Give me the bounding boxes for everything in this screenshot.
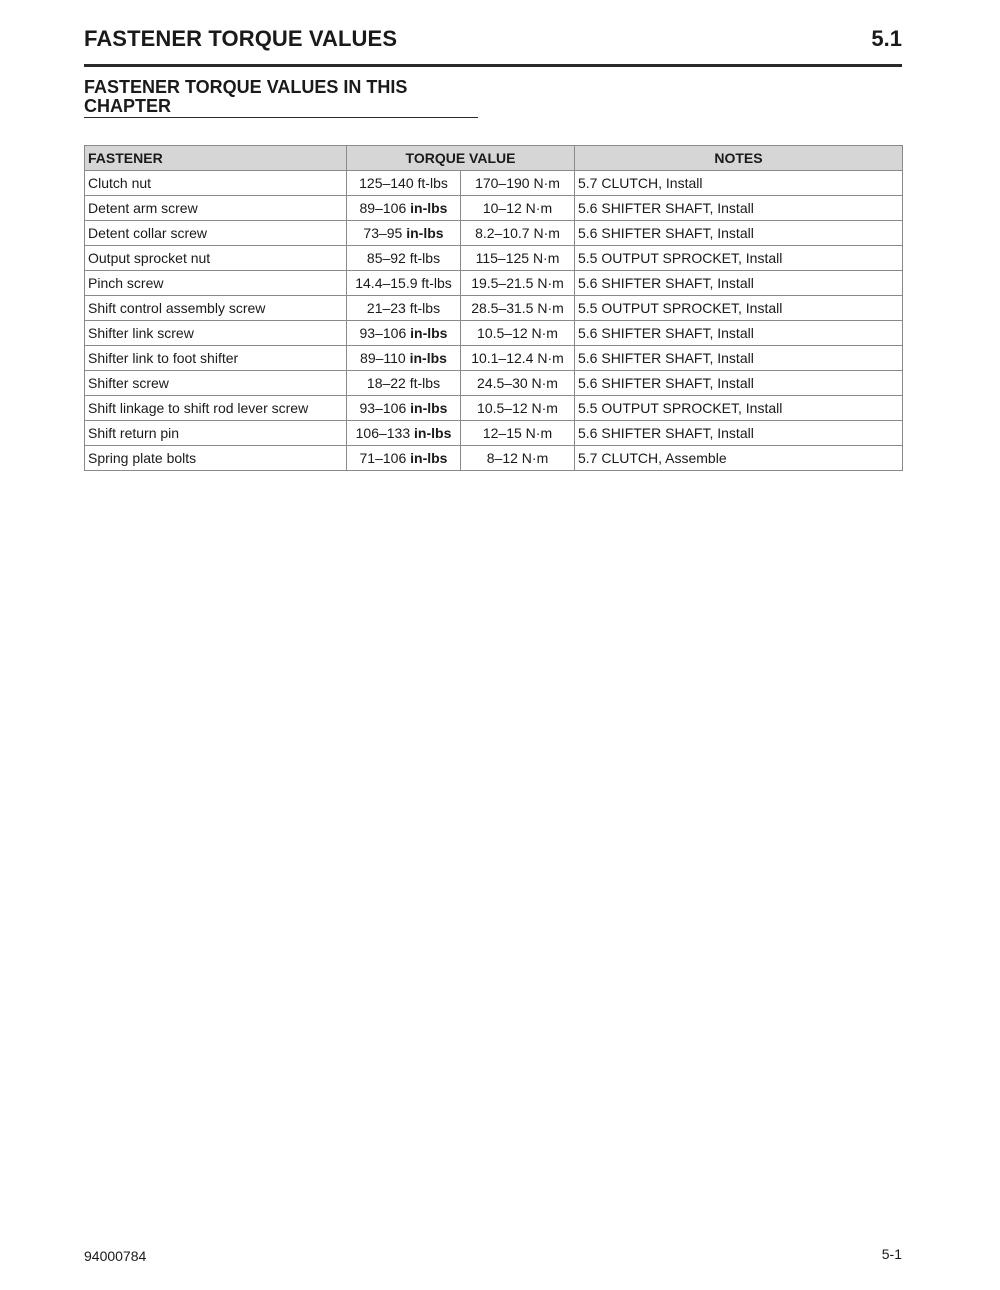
table-row xyxy=(85,446,903,471)
notes-cell: 5.5 OUTPUT SPROCKET, Install xyxy=(575,396,903,421)
notes-cell: 5.7 CLUTCH, Install xyxy=(575,171,903,196)
notes-cell: 5.6 SHIFTER SHAFT, Install xyxy=(575,271,903,296)
header-rule xyxy=(84,64,902,67)
torque-imperial-unit: ft-lbs xyxy=(421,275,452,291)
column-header-notes: NOTES xyxy=(575,146,903,171)
torque-imperial-unit: in-lbs xyxy=(410,200,448,216)
torque-imperial-unit: in-lbs xyxy=(414,425,452,441)
section-number: 5.1 xyxy=(871,26,902,51)
torque-imperial-cell xyxy=(347,171,461,196)
section-heading xyxy=(84,78,478,118)
torque-imperial-cell xyxy=(347,296,461,321)
fastener-cell: Shift return pin xyxy=(85,421,347,446)
notes-cell: 5.6 SHIFTER SHAFT, Install xyxy=(575,421,903,446)
torque-imperial-value: 125–140 xyxy=(359,175,414,191)
page-title: FASTENER TORQUE VALUES xyxy=(84,26,398,51)
torque-metric-cell: 10.1–12.4 N·m xyxy=(461,346,575,371)
table-row xyxy=(85,346,903,371)
notes-cell: 5.6 SHIFTER SHAFT, Install xyxy=(575,346,903,371)
torque-metric-cell: 8–12 N·m xyxy=(461,446,575,471)
torque-metric-cell: 28.5–31.5 N·m xyxy=(461,296,575,321)
torque-metric-cell: 24.5–30 N·m xyxy=(461,371,575,396)
table-row xyxy=(85,321,903,346)
footer-doc-number: 94000784 xyxy=(84,1248,147,1264)
torque-imperial-value: 71–106 xyxy=(359,450,407,466)
section-heading-line1: FASTENER TORQUE VALUES IN THIS xyxy=(84,77,408,97)
notes-cell: 5.5 OUTPUT SPROCKET, Install xyxy=(575,296,903,321)
torque-metric-cell: 10.5–12 N·m xyxy=(461,396,575,421)
torque-imperial-unit: in-lbs xyxy=(410,325,448,341)
table-row xyxy=(85,171,903,196)
torque-imperial-value: 106–133 xyxy=(355,425,411,441)
notes-cell: 5.6 SHIFTER SHAFT, Install xyxy=(575,221,903,246)
torque-metric-cell: 19.5–21.5 N·m xyxy=(461,271,575,296)
torque-metric-cell: 12–15 N·m xyxy=(461,421,575,446)
fastener-cell: Detent arm screw xyxy=(85,196,347,221)
torque-imperial-value: 85–92 xyxy=(366,250,406,266)
torque-metric-cell: 10.5–12 N·m xyxy=(461,321,575,346)
notes-cell: 5.5 OUTPUT SPROCKET, Install xyxy=(575,246,903,271)
table-row xyxy=(85,421,903,446)
table-row xyxy=(85,196,903,221)
fastener-cell: Output sprocket nut xyxy=(85,246,347,271)
notes-cell: 5.6 SHIFTER SHAFT, Install xyxy=(575,196,903,221)
torque-imperial-cell xyxy=(347,421,461,446)
torque-imperial-cell xyxy=(347,321,461,346)
torque-imperial-unit: in-lbs xyxy=(409,350,447,366)
column-header-fastener: FASTENER xyxy=(85,146,347,171)
fastener-cell: Detent collar screw xyxy=(85,221,347,246)
torque-imperial-cell xyxy=(347,346,461,371)
torque-imperial-unit: in-lbs xyxy=(410,400,448,416)
torque-imperial-cell xyxy=(347,271,461,296)
torque-imperial-unit: in-lbs xyxy=(410,450,448,466)
fastener-cell: Shifter link to foot shifter xyxy=(85,346,347,371)
torque-imperial-value: 21–23 xyxy=(366,300,406,316)
table-row xyxy=(85,221,903,246)
torque-metric-cell: 8.2–10.7 N·m xyxy=(461,221,575,246)
torque-imperial-cell xyxy=(347,246,461,271)
fastener-cell: Pinch screw xyxy=(85,271,347,296)
torque-imperial-value: 93–106 xyxy=(359,325,407,341)
torque-imperial-unit: ft-lbs xyxy=(409,375,441,391)
torque-imperial-value: 73–95 xyxy=(363,225,403,241)
torque-table xyxy=(84,145,903,471)
table-body xyxy=(85,171,903,471)
torque-metric-cell: 10–12 N·m xyxy=(461,196,575,221)
torque-imperial-value: 89–110 xyxy=(360,350,406,366)
footer-page-number: 5-1 xyxy=(881,1246,902,1262)
torque-imperial-cell xyxy=(347,396,461,421)
fastener-cell: Shifter screw xyxy=(85,371,347,396)
torque-imperial-cell xyxy=(347,221,461,246)
table-row xyxy=(85,296,903,321)
torque-imperial-unit: in-lbs xyxy=(406,225,444,241)
torque-imperial-cell xyxy=(347,446,461,471)
torque-imperial-cell xyxy=(347,371,461,396)
table-row xyxy=(85,246,903,271)
torque-imperial-value: 18–22 xyxy=(366,375,406,391)
torque-metric-cell: 115–125 N·m xyxy=(461,246,575,271)
torque-imperial-unit: ft-lbs xyxy=(417,175,448,191)
torque-metric-cell: 170–190 N·m xyxy=(461,171,575,196)
fastener-cell: Clutch nut xyxy=(85,171,347,196)
column-header-torque-value: TORQUE VALUE xyxy=(347,146,575,171)
fastener-cell: Shift control assembly screw xyxy=(85,296,347,321)
torque-imperial-cell xyxy=(347,196,461,221)
section-heading-line2: CHAPTER xyxy=(84,96,172,116)
table-header-row xyxy=(85,146,903,171)
fastener-cell: Shift linkage to shift rod lever screw xyxy=(85,396,347,421)
torque-imperial-value: 93–106 xyxy=(359,400,407,416)
notes-cell: 5.7 CLUTCH, Assemble xyxy=(575,446,903,471)
fastener-cell: Spring plate bolts xyxy=(85,446,347,471)
notes-cell: 5.6 SHIFTER SHAFT, Install xyxy=(575,321,903,346)
torque-imperial-unit: ft-lbs xyxy=(409,300,441,316)
torque-imperial-unit: ft-lbs xyxy=(409,250,441,266)
torque-imperial-value: 14.4–15.9 xyxy=(355,275,418,291)
fastener-cell: Shifter link screw xyxy=(85,321,347,346)
table-row xyxy=(85,271,903,296)
page-header xyxy=(84,26,902,54)
table-row xyxy=(85,371,903,396)
torque-imperial-value: 89–106 xyxy=(359,200,407,216)
table-row xyxy=(85,396,903,421)
notes-cell: 5.6 SHIFTER SHAFT, Install xyxy=(575,371,903,396)
